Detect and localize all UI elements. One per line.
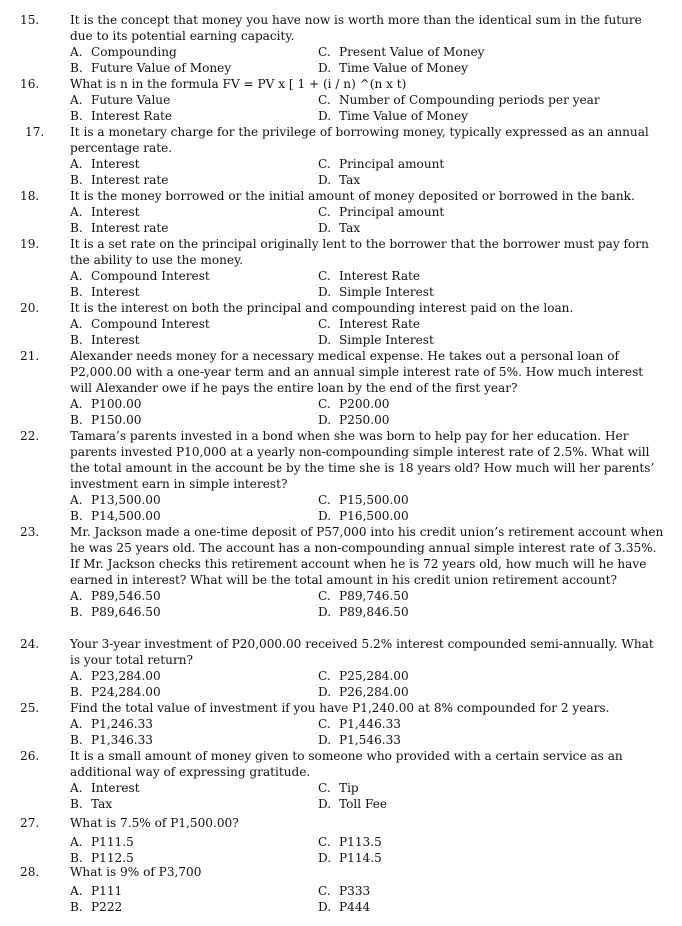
option-a: A. P23,284.00	[70, 669, 161, 683]
question-22	[0, 428, 682, 524]
question-number: 22.	[20, 429, 40, 443]
question-number: 15.	[20, 13, 40, 27]
option-a: A. P111.5	[70, 835, 134, 849]
question-text: It is the concept that money you have now is worth more than the identical sum in the future due to its potential earning capacity.	[70, 13, 642, 43]
option-a: A. Compound Interest	[70, 317, 210, 331]
option-c: C. P25,284.00	[318, 669, 409, 683]
option-a: A. P111	[70, 884, 123, 898]
option-c: C. P333	[318, 884, 371, 898]
question-text: It is the interest on both the principal and compounding interest paid on the loan.	[70, 301, 574, 315]
question-number: 25.	[20, 701, 40, 715]
question-16	[0, 76, 682, 124]
option-a: A. P1,246.33	[70, 717, 153, 731]
question-text: It is a small amount of money given to someone who provided with a certain service as an additional way of expressing gratitude.	[70, 749, 623, 779]
option-c: C. Principal amount	[318, 157, 445, 171]
option-a: A. Compound Interest	[70, 269, 210, 283]
option-d: D. P114.5	[318, 851, 382, 865]
option-c: C. Number of Compounding periods per year	[318, 93, 600, 107]
question-number: 27.	[20, 816, 40, 830]
question-text: What is 9% of P3,700	[70, 865, 202, 879]
option-a: A. Interest	[70, 157, 140, 171]
option-a: A. Future Value	[70, 93, 171, 107]
option-a: A. P100.00	[70, 397, 142, 411]
option-d: D. P1,546.33	[318, 733, 401, 747]
question-number: 16.	[20, 77, 40, 91]
question-25	[0, 700, 682, 748]
option-d: D. Time Value of Money	[318, 61, 468, 75]
option-c: C. Principal amount	[318, 205, 445, 219]
option-c: C. P1,446.33	[318, 717, 401, 731]
question-number: 19.	[20, 237, 40, 251]
question-21	[0, 348, 682, 428]
question-number: 23.	[20, 525, 40, 539]
question-text: What is n in the formula FV = PV x [ 1 + (i / n) ^(n x t)	[70, 77, 407, 91]
option-d: D. Simple Interest	[318, 333, 434, 347]
option-d: D. P16,500.00	[318, 509, 409, 523]
option-c: C. Interest Rate	[318, 317, 421, 331]
option-c: C. P113.5	[318, 835, 382, 849]
question-24	[0, 636, 682, 700]
option-d: D. Time Value of Money	[318, 109, 468, 123]
question-19	[0, 236, 682, 300]
option-d: D. Simple Interest	[318, 285, 434, 299]
question-number: 18.	[20, 189, 40, 203]
option-d: D. Tax	[318, 173, 361, 187]
option-d: D. P444	[318, 900, 371, 914]
question-26	[0, 748, 682, 812]
question-text: Alexander needs money for a necessary medical expense. He takes out a personal loan of P2,000.00 with a one-year term and an annual simple interest rate of 5%. How much interest will Alexander owe if he pays the entire loan by the end of the first year?	[70, 349, 644, 395]
option-c: C. Tip	[318, 781, 359, 795]
option-c: C. P89,746.50	[318, 589, 409, 603]
option-c: C. P200.00	[318, 397, 390, 411]
question-text: It is a monetary charge for the privilege of borrowing money, typically expressed as an annual percentage rate.	[70, 125, 649, 155]
option-a: A. P13,500.00	[70, 493, 161, 507]
option-c: C. P15,500.00	[318, 493, 409, 507]
option-b: B. Interest	[70, 333, 140, 347]
question-number: 26.	[20, 749, 40, 763]
option-d: D. P89,846.50	[318, 605, 409, 619]
option-b: B. P150.00	[70, 413, 142, 427]
option-b: B. P1,346.33	[70, 733, 153, 747]
option-b: B. P14,500.00	[70, 509, 161, 523]
question-18	[0, 188, 682, 236]
option-c: C. Interest Rate	[318, 269, 421, 283]
question-20	[0, 300, 682, 348]
question-number: 17.	[25, 125, 45, 139]
option-b: B. Interest	[70, 285, 140, 299]
question-text: Find the total value of investment if you have P1,240.00 at 8% compounded for 2 years.	[70, 701, 610, 715]
option-d: D. Tax	[318, 221, 361, 235]
question-number: 20.	[20, 301, 40, 315]
question-17	[0, 124, 682, 188]
question-text: Your 3-year investment of P20,000.00 received 5.2% interest compounded semi-annually. What is your total return?	[70, 637, 654, 667]
question-28	[0, 864, 682, 915]
option-b: B. Tax	[70, 797, 113, 811]
option-b: B. P112.5	[70, 851, 134, 865]
option-b: B. Interest Rate	[70, 109, 173, 123]
question-text: What is 7.5% of P1,500.00?	[70, 816, 239, 830]
option-a: A. Interest	[70, 205, 140, 219]
option-b: B. P222	[70, 900, 123, 914]
option-d: D. Toll Fee	[318, 797, 388, 811]
option-b: B. P24,284.00	[70, 685, 161, 699]
option-d: D. P26,284.00	[318, 685, 409, 699]
option-b: B. P89,646.50	[70, 605, 161, 619]
question-27	[0, 815, 682, 866]
question-text: Mr. Jackson made a one-time deposit of P57,000 into his credit union’s retirement account when he was 25 years old. The account has a non-compounding annual simple interest rate of 3.35%. If Mr. Jackson checks this retirement account when he is 72 years old, how much will he have earned in interest? What will be the total amount in his credit union retirement account?	[70, 525, 664, 587]
question-number: 28.	[20, 865, 40, 879]
option-b: B. Interest rate	[70, 221, 169, 235]
option-a: A. Interest	[70, 781, 140, 795]
question-number: 21.	[20, 349, 40, 363]
question-text: It is a set rate on the principal originally lent to the borrower that the borrower must pay forn the ability to use the money.	[70, 237, 649, 267]
option-a: A. P89,546.50	[70, 589, 161, 603]
question-23	[0, 524, 682, 620]
option-d: D. P250.00	[318, 413, 390, 427]
option-b: B. Future Value of Money	[70, 61, 232, 75]
question-15	[0, 12, 682, 76]
option-a: A. Compounding	[70, 45, 177, 59]
question-text: It is the money borrowed or the initial amount of money deposited or borrowed in the bank.	[70, 189, 635, 203]
question-text: Tamara’s parents invested in a bond when she was born to help pay for her education. Her parents invested P10,000 at a yearly non-compounding simple interest rate of 2.5%. What will the total amount in the account be by the time she is 18 years old? How much will her parents’ investment earn in simple interest?	[70, 429, 655, 491]
option-c: C. Present Value of Money	[318, 45, 485, 59]
option-b: B. Interest rate	[70, 173, 169, 187]
question-number: 24.	[20, 637, 40, 651]
